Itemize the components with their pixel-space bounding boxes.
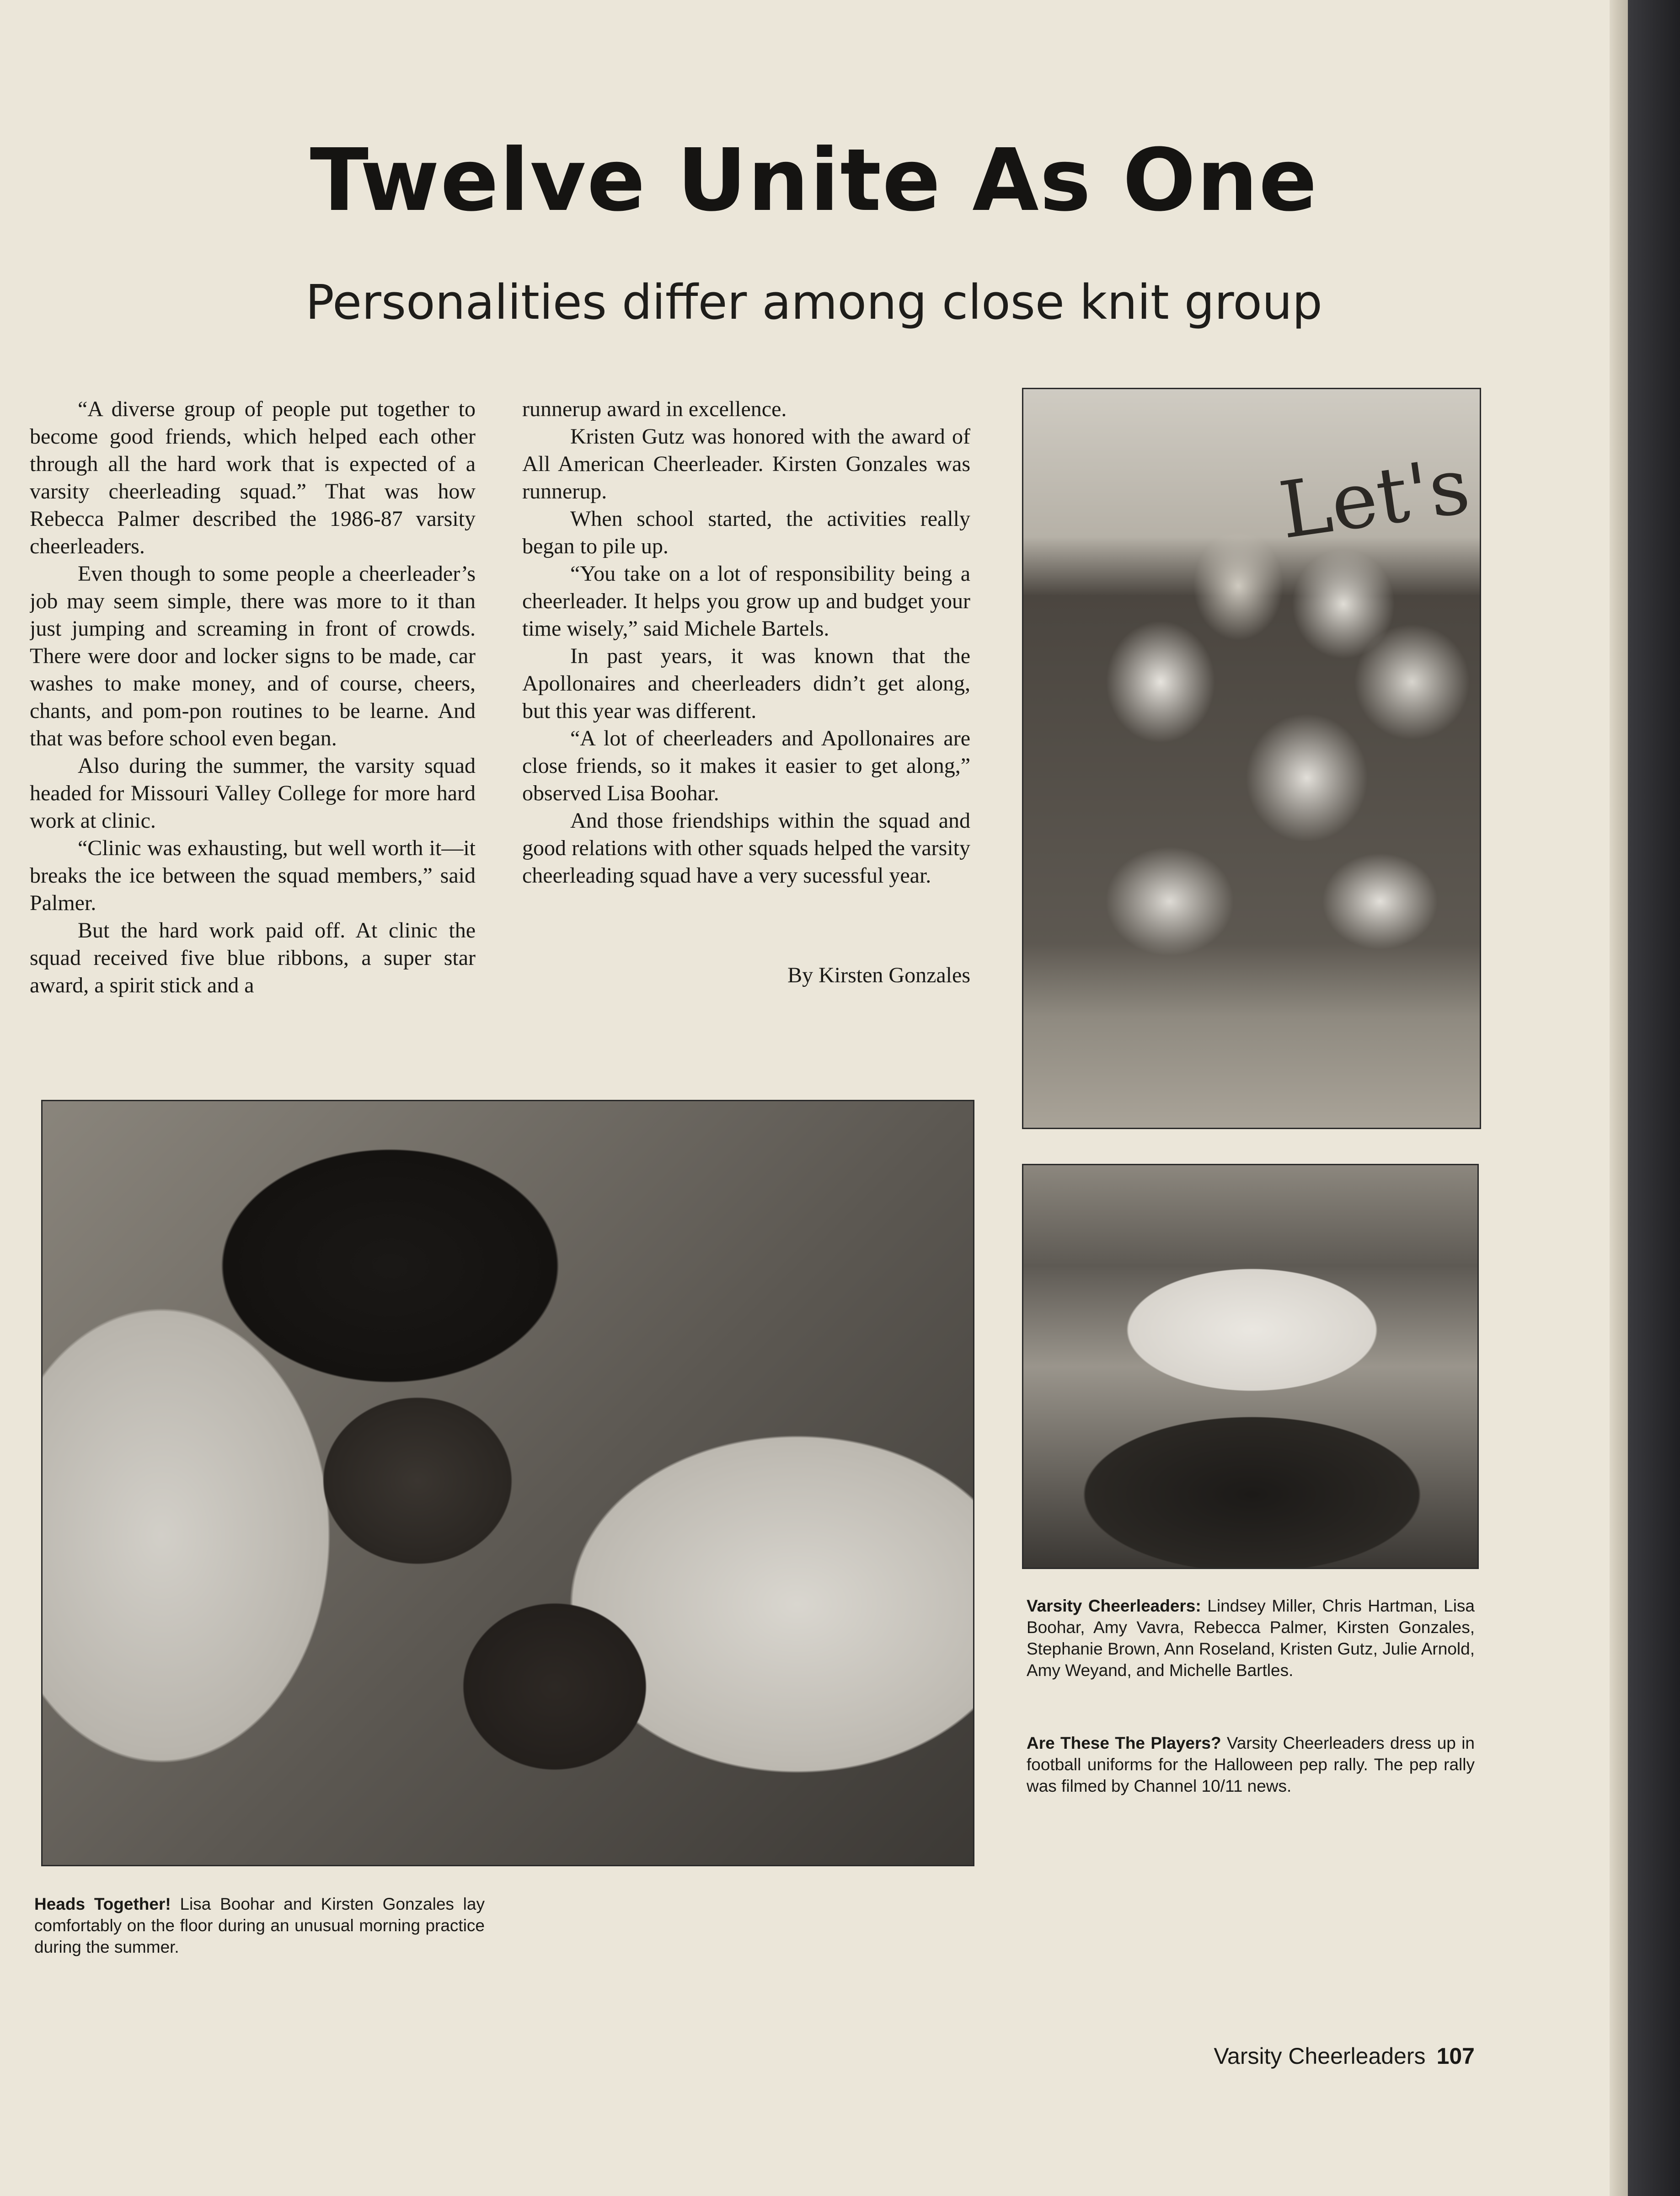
caption-lead: Varsity Cheerleaders: [1027, 1596, 1201, 1615]
page-subtitle: Personalities differ among close knit group [305, 274, 1322, 330]
article-paragraph: runnerup award in excellence. [522, 397, 787, 421]
caption-heads [34, 1893, 485, 1958]
photo-sign-text: Let's [1274, 440, 1475, 557]
article-column-2 [522, 396, 970, 999]
article-paragraph: When school started, the activities really began to pile up. [522, 507, 970, 558]
page-folio [1214, 2043, 1475, 2069]
article-column-1 [30, 396, 476, 1095]
caption-text: Varsity Cheerleaders dress up in football uniforms for the Halloween pep rally. The pep rally was filmed by Channel 10/11 news. [1027, 1734, 1475, 1795]
article-paragraph: In past years, it was known that the Apollonaires and cheerleaders didn’t get along, but this year was different. [522, 644, 970, 723]
photo-football-uniforms [1022, 388, 1481, 1129]
photo-heads-together [41, 1100, 974, 1866]
caption-squad [1027, 1595, 1475, 1681]
caption-players [1027, 1732, 1475, 1797]
article-paragraph: But the hard work paid off. At clinic the squad received five blue ribbons, a super star award, a spirit stick and a [30, 918, 476, 997]
article-paragraph: “A lot of cheerleaders and Apollonaires are close friends, so it makes it easier to get along,” observed Lisa Boohar. [522, 726, 970, 805]
article-paragraph: “You take on a lot of responsibility being a cheerleader. It helps you grow up and budget your time wisely,” said Michele Bartels. [522, 562, 970, 641]
article-paragraph: Also during the summer, the varsity squad headed for Missouri Valley College for more hard work at clinic. [30, 754, 476, 833]
caption-lead: Are These The Players? [1027, 1734, 1221, 1752]
article-paragraph: And those friendships within the squad and good relations with other squads helped the varsity cheerleading squad have a very sucessful year. [522, 809, 970, 888]
photo-squad-group [1022, 1164, 1479, 1569]
page-number: 107 [1436, 2043, 1475, 2069]
article-paragraph: Kristen Gutz was honored with the award of All American Cheerleader. Kirsten Gonzales was runnerup. [522, 424, 970, 503]
folio-section: Varsity Cheerleaders [1214, 2043, 1426, 2069]
page-edge [1610, 0, 1628, 2196]
page-title: Twelve Unite As One [310, 130, 1318, 230]
article-paragraph: “A diverse group of people put together to become good friends, which helped each other through all the hard work that is expected of a varsity cheerleading squad.” That was how Rebecca Palmer described the 1986-87 varsity cheerleaders. [30, 397, 476, 558]
article-paragraph: “Clinic was exhausting, but well worth it—it breaks the ice between the squad members,” said Palmer. [30, 836, 476, 915]
caption-text: Lindsey Miller, Chris Hartman, Lisa Boohar, Amy Vavra, Rebecca Palmer, Kirsten Gonzales, Stephanie Brown, Ann Roseland, Kristen Gutz, Julie Arnold, Amy Weyand, and Michelle Bartles. [1027, 1596, 1475, 1680]
caption-lead: Heads Together! [34, 1895, 171, 1913]
caption-text: Lisa Boohar and Kirsten Gonzales lay comfortably on the floor during an unusual morning practice during the summer. [34, 1895, 485, 1956]
byline: By Kirsten Gonzales [787, 963, 970, 987]
book-binding [1628, 0, 1680, 2196]
article-paragraph: Even though to some people a cheerleader’s job may seem simple, there was more to it than just jumping and screaming in front of crowds. There were door and locker signs to be made, car washes to make money, and of course, cheers, chants, and pom-pon routines to be learne. And that was before school even began. [30, 562, 476, 750]
